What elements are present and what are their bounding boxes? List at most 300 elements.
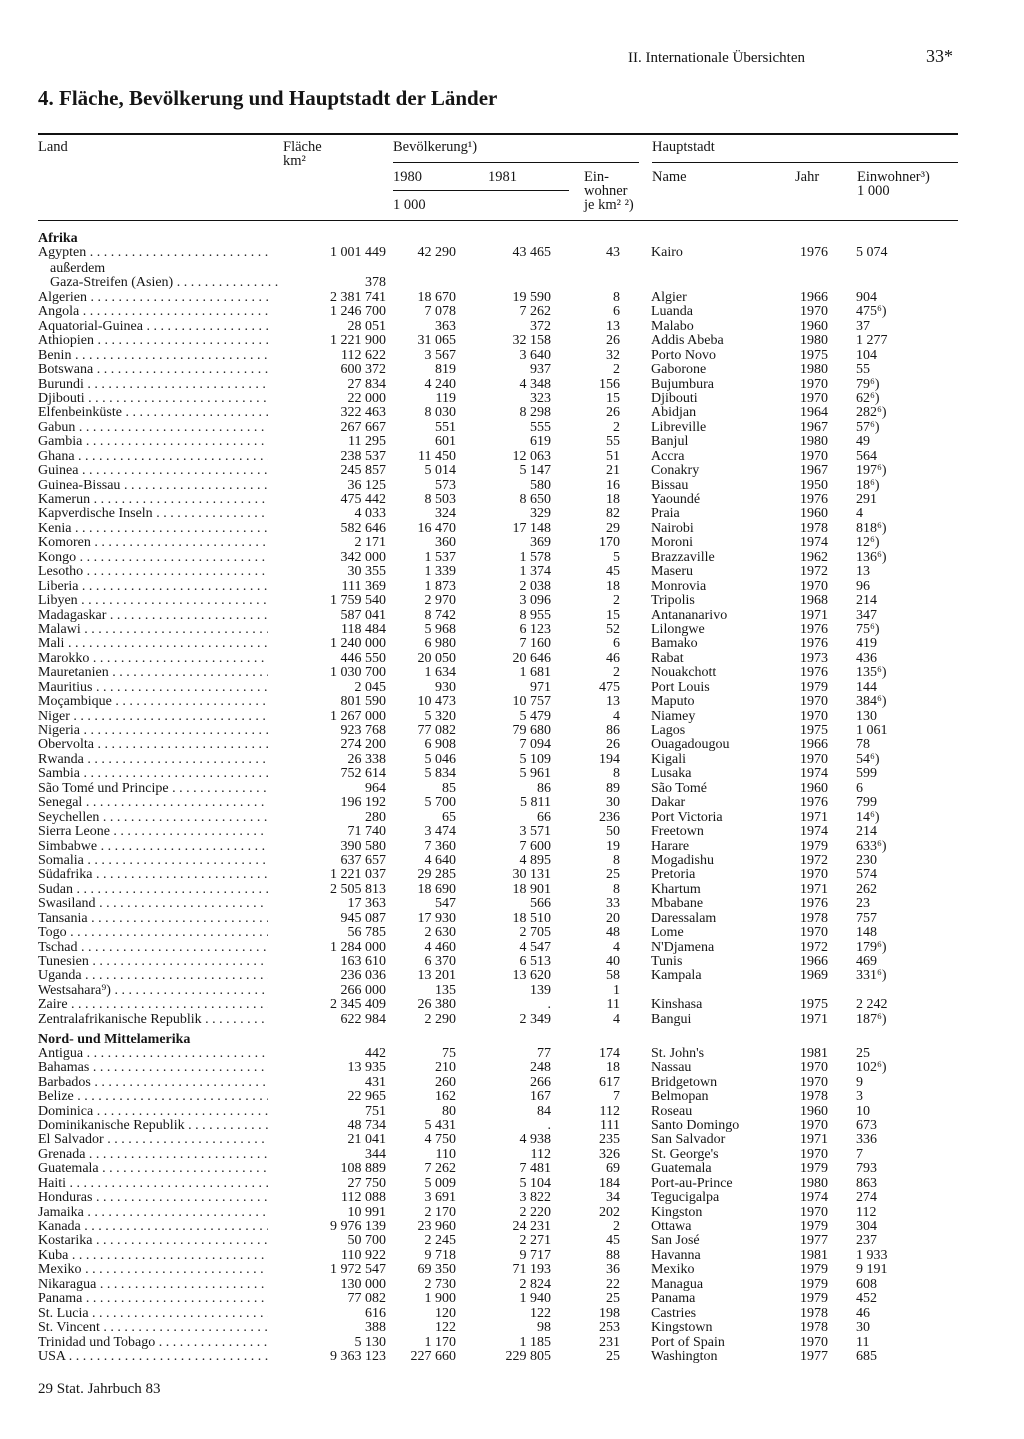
capital-name-cell: Pretoria [651, 868, 696, 883]
table-row [38, 507, 958, 521]
country-name: Äquatorial-Guinea . . . [38, 320, 268, 334]
density-cell: 2 [613, 1219, 620, 1234]
population-1980-cell: 77 082 [417, 723, 456, 738]
population-1980-cell: 16 470 [417, 520, 456, 536]
population-1980-cell: 2 970 [424, 593, 456, 609]
data-table [38, 228, 958, 1364]
capital-inhabitants-cell: 799 [856, 795, 877, 811]
capital-name-cell: Harare [651, 839, 690, 854]
area-cell: 111 369 [341, 578, 386, 594]
col-head-dichte-3: je km² ²) [584, 197, 634, 213]
capital-year-cell: 1972 [800, 852, 828, 868]
population-1981-cell: 4 895 [519, 852, 551, 868]
table-row [38, 710, 958, 724]
area-cell: 21 041 [347, 1132, 386, 1148]
population-1980-cell: 6 370 [424, 954, 456, 969]
population-1980-cell: 4 750 [424, 1132, 456, 1148]
capital-year-cell: 1976 [800, 665, 828, 681]
population-1980-cell: 18 690 [417, 881, 456, 897]
population-1981-cell: 937 [530, 362, 551, 378]
population-1980-cell: 2 290 [424, 1011, 456, 1027]
capital-year-cell: 1976 [800, 492, 828, 507]
density-cell: 25 [606, 867, 620, 883]
table-row [38, 493, 958, 507]
table-row [38, 392, 958, 406]
capital-inhabitants-cell: 452 [856, 1291, 877, 1307]
capital-name-cell: Tripolis [651, 594, 695, 609]
table-row [38, 984, 958, 998]
population-1980-cell: 85 [442, 780, 456, 796]
density-cell: 2 [613, 419, 620, 435]
table-row [38, 724, 958, 738]
capital-year-cell: 1976 [800, 621, 828, 637]
capital-inhabitants-cell: 187⁶) [856, 1011, 887, 1027]
country-name: Angola . . . [38, 305, 268, 319]
table-row [38, 349, 958, 363]
country-name: Sierra Leone . . . [38, 825, 268, 839]
population-1980-cell: 8 503 [424, 492, 456, 507]
capital-name-cell: Brazzaville [651, 550, 715, 565]
population-1980-cell: 7 262 [424, 1161, 456, 1177]
capital-name-cell: San José [651, 1234, 700, 1249]
population-1981-cell: 84 [537, 1103, 551, 1119]
capital-name-cell: Bamako [651, 637, 698, 652]
country-name: Guatemala . . . [38, 1162, 268, 1176]
area-cell: 27 750 [347, 1175, 386, 1191]
population-1980-cell: 573 [435, 477, 456, 493]
capital-name-cell: Managua [651, 1277, 704, 1292]
country-name: Antigua . . . [38, 1047, 268, 1061]
population-1980-cell: 20 050 [417, 650, 456, 666]
area-cell: 945 087 [340, 910, 386, 926]
population-1980-cell: 17 930 [417, 910, 456, 926]
capital-year-cell: 1970 [800, 1074, 828, 1090]
area-cell: 28 051 [347, 318, 386, 334]
area-cell: 48 734 [347, 1117, 386, 1133]
capital-inhabitants-cell: 419 [856, 636, 877, 652]
country-name: Togo . . . [38, 926, 268, 940]
country-name: Mexiko . . . [38, 1263, 268, 1277]
population-1981-cell: 3 096 [519, 593, 551, 609]
area-cell: 280 [365, 809, 386, 825]
population-1980-cell: 2 630 [424, 925, 456, 941]
capital-inhabitants-cell: 25 [856, 1045, 870, 1061]
population-1981-cell: 139 [530, 982, 551, 998]
capital-name-cell: Havanna [651, 1248, 701, 1263]
country-name: Haiti . . . [38, 1177, 268, 1191]
density-cell: 2 [613, 593, 620, 609]
capital-name-cell: Kigali [651, 752, 686, 767]
table-row [38, 897, 958, 911]
capital-inhabitants-cell: 13 [856, 564, 870, 580]
country-name: Gaza-Streifen (Asien) . . . [38, 276, 280, 290]
population-1981-cell: 122 [530, 1305, 551, 1321]
capital-year-cell: 1970 [800, 1204, 828, 1220]
capital-inhabitants-cell: 12⁶) [856, 535, 880, 551]
col-head-1980: 1980 [393, 169, 422, 185]
population-1981-cell: 2 038 [519, 578, 551, 594]
table-row [38, 421, 958, 435]
population-1980-cell: 4 460 [424, 939, 456, 955]
hauptstadt-rule [652, 162, 958, 163]
density-cell: 19 [606, 838, 620, 854]
population-1980-cell: 3 691 [424, 1190, 456, 1206]
density-cell: 8 [613, 881, 620, 897]
country-name: Gambia . . . [38, 435, 268, 449]
area-cell: 238 537 [340, 448, 386, 464]
population-1981-cell: 1 681 [519, 665, 551, 681]
table-row [38, 1105, 958, 1119]
population-1980-cell: 1 339 [424, 564, 456, 580]
area-cell: 71 740 [347, 824, 386, 840]
table-row [38, 854, 958, 868]
table-row [38, 1076, 958, 1090]
population-1980-cell: 120 [435, 1305, 456, 1321]
capital-inhabitants-cell: 96 [856, 578, 870, 594]
table-row [38, 1119, 958, 1133]
capital-year-cell: 1975 [800, 997, 828, 1013]
table-head-rule [38, 220, 958, 221]
density-cell: 86 [606, 723, 620, 738]
density-cell: 46 [606, 650, 620, 666]
density-cell: 58 [606, 968, 620, 984]
capital-inhabitants-cell: 54⁶) [856, 751, 880, 767]
population-1980-cell: 110 [435, 1146, 456, 1162]
density-cell: 1 [613, 982, 620, 998]
capital-inhabitants-cell: 564 [856, 448, 877, 464]
capital-name-cell: Bangui [651, 1012, 692, 1027]
table-row [38, 941, 958, 955]
population-1980-cell: 260 [435, 1074, 456, 1090]
population-1980-cell: 13 201 [417, 968, 456, 984]
capital-name-cell: Lome [651, 926, 684, 941]
capital-name-cell: Nairobi [651, 521, 694, 536]
area-cell: 751 [365, 1103, 386, 1119]
area-cell: 752 614 [340, 766, 386, 782]
capital-year-cell: 1976 [800, 795, 828, 811]
density-cell: 69 [606, 1161, 620, 1177]
table-row [38, 594, 958, 608]
population-1980-cell: 9 718 [424, 1247, 456, 1263]
population-1981-cell: 17 148 [512, 520, 551, 536]
capital-inhabitants-cell: 57⁶) [856, 419, 880, 435]
capital-inhabitants-cell: 79⁶) [856, 376, 880, 392]
capital-year-cell: 1978 [800, 1320, 828, 1336]
population-1981-cell: 30 131 [512, 867, 551, 883]
population-1981-cell: 266 [530, 1074, 551, 1090]
population-1980-cell: 1 537 [424, 549, 456, 565]
population-1981-cell: 5 479 [519, 708, 551, 724]
capital-inhabitants-cell: 6 [856, 780, 863, 796]
capital-year-cell: 1971 [800, 809, 828, 825]
population-1981-cell: 619 [530, 434, 551, 450]
population-1981-cell: 1 578 [519, 549, 551, 565]
table-row [38, 681, 958, 695]
table-row [38, 320, 958, 334]
population-1981-cell: 6 123 [519, 621, 551, 637]
capital-name-cell: Kingston [651, 1205, 703, 1220]
density-cell: 20 [606, 910, 620, 926]
population-1981-cell: 18 510 [512, 910, 551, 926]
area-cell: 2 381 741 [330, 289, 386, 305]
country-name: Madagaskar . . . [38, 609, 268, 623]
table-row [38, 291, 958, 305]
capital-inhabitants-cell: 336 [856, 1132, 877, 1148]
population-1981-cell: 3 822 [519, 1190, 551, 1206]
population-1980-cell: 119 [435, 390, 456, 406]
area-cell: 10 991 [347, 1204, 386, 1220]
table-row [38, 565, 958, 579]
population-1980-cell: 75 [442, 1045, 456, 1061]
population-1981-cell: 7 160 [519, 636, 551, 652]
capital-year-cell: 1969 [800, 968, 828, 984]
capital-inhabitants-cell: 608 [856, 1276, 877, 1292]
population-1980-cell: 4 240 [424, 376, 456, 392]
capital-inhabitants-cell: 130 [856, 708, 877, 724]
capital-name-cell: Addis Abeba [651, 334, 724, 349]
capital-year-cell: 1981 [800, 1045, 828, 1061]
area-cell: 22 965 [347, 1089, 386, 1105]
area-cell: 442 [365, 1045, 386, 1061]
population-1981-cell: 1 374 [519, 564, 551, 580]
capital-year-cell: 1970 [800, 390, 828, 406]
population-1981-cell: 112 [530, 1146, 551, 1162]
table-top-rule [38, 133, 958, 135]
population-1981-cell: 3 640 [519, 347, 551, 363]
table-row [38, 1350, 958, 1364]
capital-inhabitants-cell: 1 933 [856, 1247, 888, 1263]
area-cell: 112 088 [341, 1190, 386, 1206]
capital-year-cell: 1980 [800, 434, 828, 450]
area-cell: 11 295 [348, 434, 386, 450]
capital-name-cell: Ouagadougou [651, 738, 730, 753]
capital-inhabitants-cell: 384⁶) [856, 694, 887, 710]
capital-year-cell: 1970 [800, 304, 828, 320]
population-1980-cell: 324 [435, 506, 456, 522]
capital-inhabitants-cell: 4 [856, 506, 863, 522]
table-row [38, 609, 958, 623]
capital-name-cell: Niamey [651, 709, 696, 724]
area-cell: 110 922 [341, 1247, 386, 1263]
country-name: Ghana . . . [38, 450, 268, 464]
capital-inhabitants-cell: 237 [856, 1233, 877, 1249]
country-name: Westsahara⁹) . . . [38, 984, 268, 998]
capital-name-cell: Bujumbura [651, 377, 714, 392]
capital-name-cell: St. John's [651, 1046, 705, 1061]
capital-year-cell: 1979 [800, 1262, 828, 1278]
table-row [38, 782, 958, 796]
table-row [38, 1047, 958, 1061]
population-1980-cell: 6 908 [424, 737, 456, 753]
country-name: Kongo . . . [38, 551, 268, 565]
population-1981-cell: 9 717 [519, 1247, 551, 1263]
density-cell: 32 [606, 347, 620, 363]
country-name: Barbados . . . [38, 1076, 268, 1090]
bevoelkerung-rule [393, 162, 639, 163]
capital-name-cell: Moroni [651, 536, 693, 551]
table-row [38, 955, 958, 969]
population-1980-cell: 1 873 [424, 578, 456, 594]
population-1981-cell: . [547, 997, 551, 1013]
capital-name-cell: Accra [651, 449, 685, 464]
country-name: Tschad . . . [38, 941, 268, 955]
capital-year-cell: 1976 [800, 245, 828, 260]
capital-name-cell: N'Djamena [651, 940, 715, 955]
population-1981-cell: 167 [530, 1089, 551, 1105]
population-1980-cell: 819 [435, 362, 456, 378]
table-row [38, 1061, 958, 1075]
country-name: Elfenbeinküste . . . [38, 406, 268, 420]
country-name: Mauritius . . . [38, 681, 268, 695]
capital-year-cell: 1979 [800, 1276, 828, 1292]
capital-year-cell: 1977 [800, 1348, 828, 1364]
capital-name-cell: Port-au-Prince [651, 1176, 733, 1191]
capital-year-cell: 1980 [800, 362, 828, 378]
density-cell: 8 [613, 289, 620, 305]
country-name: Sudan . . . [38, 883, 268, 897]
capital-inhabitants-cell: 1 277 [856, 333, 888, 349]
area-cell: 77 082 [347, 1291, 386, 1307]
capital-inhabitants-cell: 347 [856, 607, 877, 623]
capital-year-cell: 1981 [800, 1247, 828, 1263]
capital-year-cell: 1960 [800, 1103, 828, 1119]
population-1980-cell: 7 078 [424, 304, 456, 320]
country-name: Swasiland . . . [38, 897, 268, 911]
capital-inhabitants-cell: 37 [856, 318, 870, 334]
density-cell: 475 [599, 679, 620, 695]
capital-year-cell: 1974 [800, 824, 828, 840]
population-1980-cell: 1 170 [424, 1334, 456, 1350]
running-header: II. Internationale Übersichten [628, 50, 806, 66]
capital-inhabitants-cell: 78 [856, 737, 870, 753]
population-1980-cell: 42 290 [417, 245, 456, 260]
population-1980-cell: 5 320 [424, 708, 456, 724]
area-cell: 56 785 [347, 925, 386, 941]
capital-year-cell: 1970 [800, 694, 828, 710]
capital-year-cell: 1970 [800, 925, 828, 941]
capital-year-cell: 1973 [800, 650, 828, 666]
capital-inhabitants-cell: 262 [856, 881, 877, 897]
table-row [38, 522, 958, 536]
country-name: St. Vincent . . . [38, 1321, 268, 1335]
area-cell: 4 033 [354, 506, 386, 522]
capital-year-cell: 1974 [800, 535, 828, 551]
density-cell: 111 [600, 1117, 620, 1133]
capital-name-cell: Roseau [651, 1104, 693, 1119]
area-cell: 1 284 000 [330, 939, 386, 955]
table-row [38, 969, 958, 983]
population-1980-cell: 227 660 [410, 1348, 456, 1364]
capital-inhabitants-cell: 75⁶) [856, 621, 880, 637]
population-1980-cell: 363 [435, 318, 456, 334]
area-cell: 2 171 [354, 535, 386, 551]
country-name: Sambia . . . [38, 767, 268, 781]
table-row [38, 1191, 958, 1205]
capital-year-cell: 1975 [800, 347, 828, 363]
population-1981-cell: 5 147 [519, 463, 551, 479]
population-1980-cell: 1 900 [424, 1291, 456, 1307]
table-row [38, 926, 958, 940]
country-name: Nigeria . . . [38, 724, 268, 738]
population-1981-cell: 566 [530, 896, 551, 912]
table-row [38, 825, 958, 839]
country-name: Liberia . . . [38, 580, 268, 594]
area-cell: 475 442 [340, 492, 386, 507]
table-row [38, 666, 958, 680]
population-1981-cell: 86 [537, 780, 551, 796]
density-cell: 29 [606, 520, 620, 536]
density-cell: 13 [606, 318, 620, 334]
capital-year-cell: 1966 [800, 289, 828, 305]
area-cell: 342 000 [340, 549, 386, 565]
table-row [38, 767, 958, 781]
table-row [38, 334, 958, 348]
area-cell: 22 000 [347, 390, 386, 406]
population-1981-cell: 4 348 [519, 376, 551, 392]
table-row [38, 1234, 958, 1248]
capital-name-cell: Maseru [651, 565, 693, 580]
area-cell: 108 889 [340, 1161, 386, 1177]
capital-year-cell: 1970 [800, 751, 828, 767]
population-1980-cell: 11 450 [418, 448, 456, 464]
table-row [38, 753, 958, 767]
col-head-einwohner-unit: 1 000 [857, 183, 890, 199]
capital-year-cell: 1950 [800, 477, 828, 493]
country-name: Kenia . . . [38, 522, 268, 536]
country-name: Nord- und Mittelamerika [38, 1031, 191, 1047]
area-cell: 446 550 [340, 650, 386, 666]
population-1980-cell: 162 [435, 1089, 456, 1105]
capital-year-cell: 1968 [800, 593, 828, 609]
capital-year-cell: 1971 [800, 1132, 828, 1148]
area-cell: 616 [365, 1305, 386, 1321]
table-row [38, 1162, 958, 1176]
population-1981-cell: 8 955 [519, 607, 551, 623]
density-cell: 5 [613, 549, 620, 565]
density-cell: 2 [613, 665, 620, 681]
country-name: USA . . . [38, 1350, 268, 1364]
population-1981-cell: 20 646 [512, 650, 551, 666]
population-1980-cell: 8 030 [424, 405, 456, 421]
table-row [38, 551, 958, 565]
capital-inhabitants-cell: 3 [856, 1089, 863, 1105]
area-cell: 266 000 [340, 982, 386, 998]
area-cell: 378 [365, 275, 386, 291]
population-1980-cell: 2 730 [424, 1276, 456, 1292]
capital-inhabitants-cell: 793 [856, 1161, 877, 1177]
area-cell: 1 972 547 [330, 1262, 386, 1278]
table-row [38, 363, 958, 377]
population-1981-cell: 71 193 [512, 1262, 551, 1278]
table-row [38, 695, 958, 709]
area-cell: 245 857 [340, 463, 386, 479]
population-1981-cell: 5 109 [519, 751, 551, 767]
col-head-bevoelkerung: Bevölkerung¹) [393, 139, 478, 155]
population-1981-cell: 13 620 [512, 968, 551, 984]
country-name: El Salvador . . . [38, 1133, 268, 1147]
density-cell: 15 [606, 607, 620, 623]
col-head-flaeche-unit: km² [283, 153, 306, 169]
population-1980-cell: 5 968 [424, 621, 456, 637]
density-cell: 8 [613, 852, 620, 868]
table-row [38, 1307, 958, 1321]
capital-year-cell: 1974 [800, 1190, 828, 1206]
table-row [38, 883, 958, 897]
population-1980-cell: 3 474 [424, 824, 456, 840]
density-cell: 82 [606, 506, 620, 522]
capital-name-cell: Algier [651, 290, 687, 305]
table-row [38, 652, 958, 666]
